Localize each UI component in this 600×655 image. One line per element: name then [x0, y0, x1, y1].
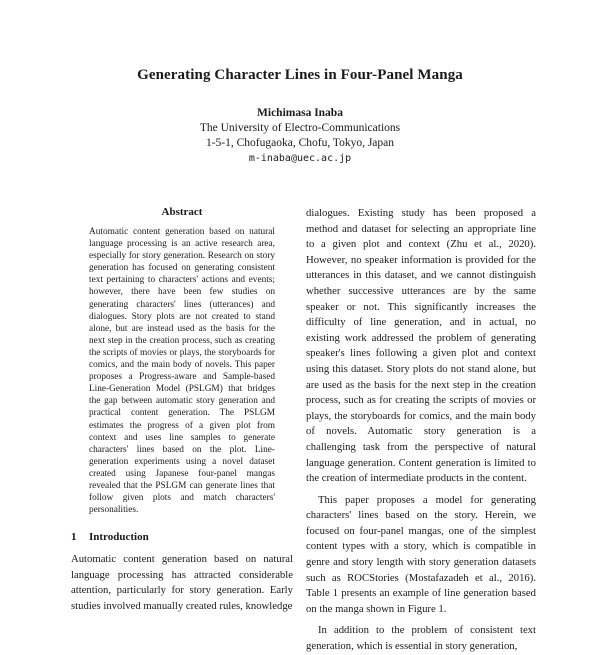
author-address: 1-5-1, Chofugaoka, Chofu, Tokyo, Japan: [205, 137, 395, 149]
introduction-heading: [71, 531, 149, 543]
right-paragraph-1: dialogues. Existing study has been proposed a method and dataset for selecting an appropriate line to a given plot and context (Zhu et al., 2020). However, no speaker information is provided for the utterances in this dataset, and we cannot distinguish whether successive utterances are by the same speaker or not. This significantly increases the difficulty of line generation, and in actual, no existing work addressed the problem of generating speaker's lines following a given plot and context using this dataset. Story plots do not stand alone, but are used as the basis for the next step in the creation process, such as for creating the scripts of movies or plays, the storyboards for comics, and the main body of novels. Automatic story generation is a challenging task from the perspective of natural language generation. Content generation is limited to the creation of intermediate products in the content.: [306, 207, 536, 485]
abstract-text: Automatic content generation based on natural language processing is an active research area, especially for story generation. Research on story generation has focused on generating consistent text pertaining to characters' actions and events; however, there have been few studies on generating characters' lines (utterances) and dialogues. Story plots are not created to stand alone, but are instead used as the basis for the next step in the creation process, such as creating the scripts of movies or plays, the storyboards for comics, and the main body of novels. This paper proposes a Progress-aware and Sample-based Line-Generation Model (PSLGM) that bridges the gap between automatic story generation and practical content generation. The PSLGM estimates the progress of a given plot from context and uses line samples to generate characters' lines based on the plot. Line-generation experiments using a novel dataset created using Japanese four-panel mangas revealed that the PSLGM can generate lines that follow given plots and match characters' personalities.: [89, 227, 275, 516]
author-affiliation: The University of Electro-Communications: [199, 122, 401, 134]
abstract-heading: Abstract: [161, 206, 203, 218]
author-name: Michimasa Inaba: [257, 107, 343, 119]
right-column: [306, 206, 536, 655]
right-paragraph-2: This paper proposes a model for generating characters' lines based on the story. Herein, we focused on four-panel mangas, one of the simplest content types with a story, which is compatible in genre and story length with story generation datasets such as ROCStories (Mostafazadeh et al., 2016). Table 1 presents an example of line generation based on the manga shown in Figure 1.: [306, 493, 536, 615]
author-email: m-inaba@uec.ac.jp: [248, 153, 352, 164]
section-number: 1: [71, 531, 77, 543]
section-title: Introduction: [89, 531, 149, 543]
paper-title: Generating Character Lines in Four-Panel Manga: [137, 67, 463, 83]
author-block: [0, 106, 600, 166]
introduction-text: Automatic content generation based on natural language processing has attracted considerable attention, particularly for story generation. Early studies involved manually created rules, knowledge: [71, 553, 293, 612]
right-paragraph-3: In addition to the problem of consistent text generation, which is essential in story generation,: [306, 624, 536, 653]
left-column: [71, 200, 293, 516]
